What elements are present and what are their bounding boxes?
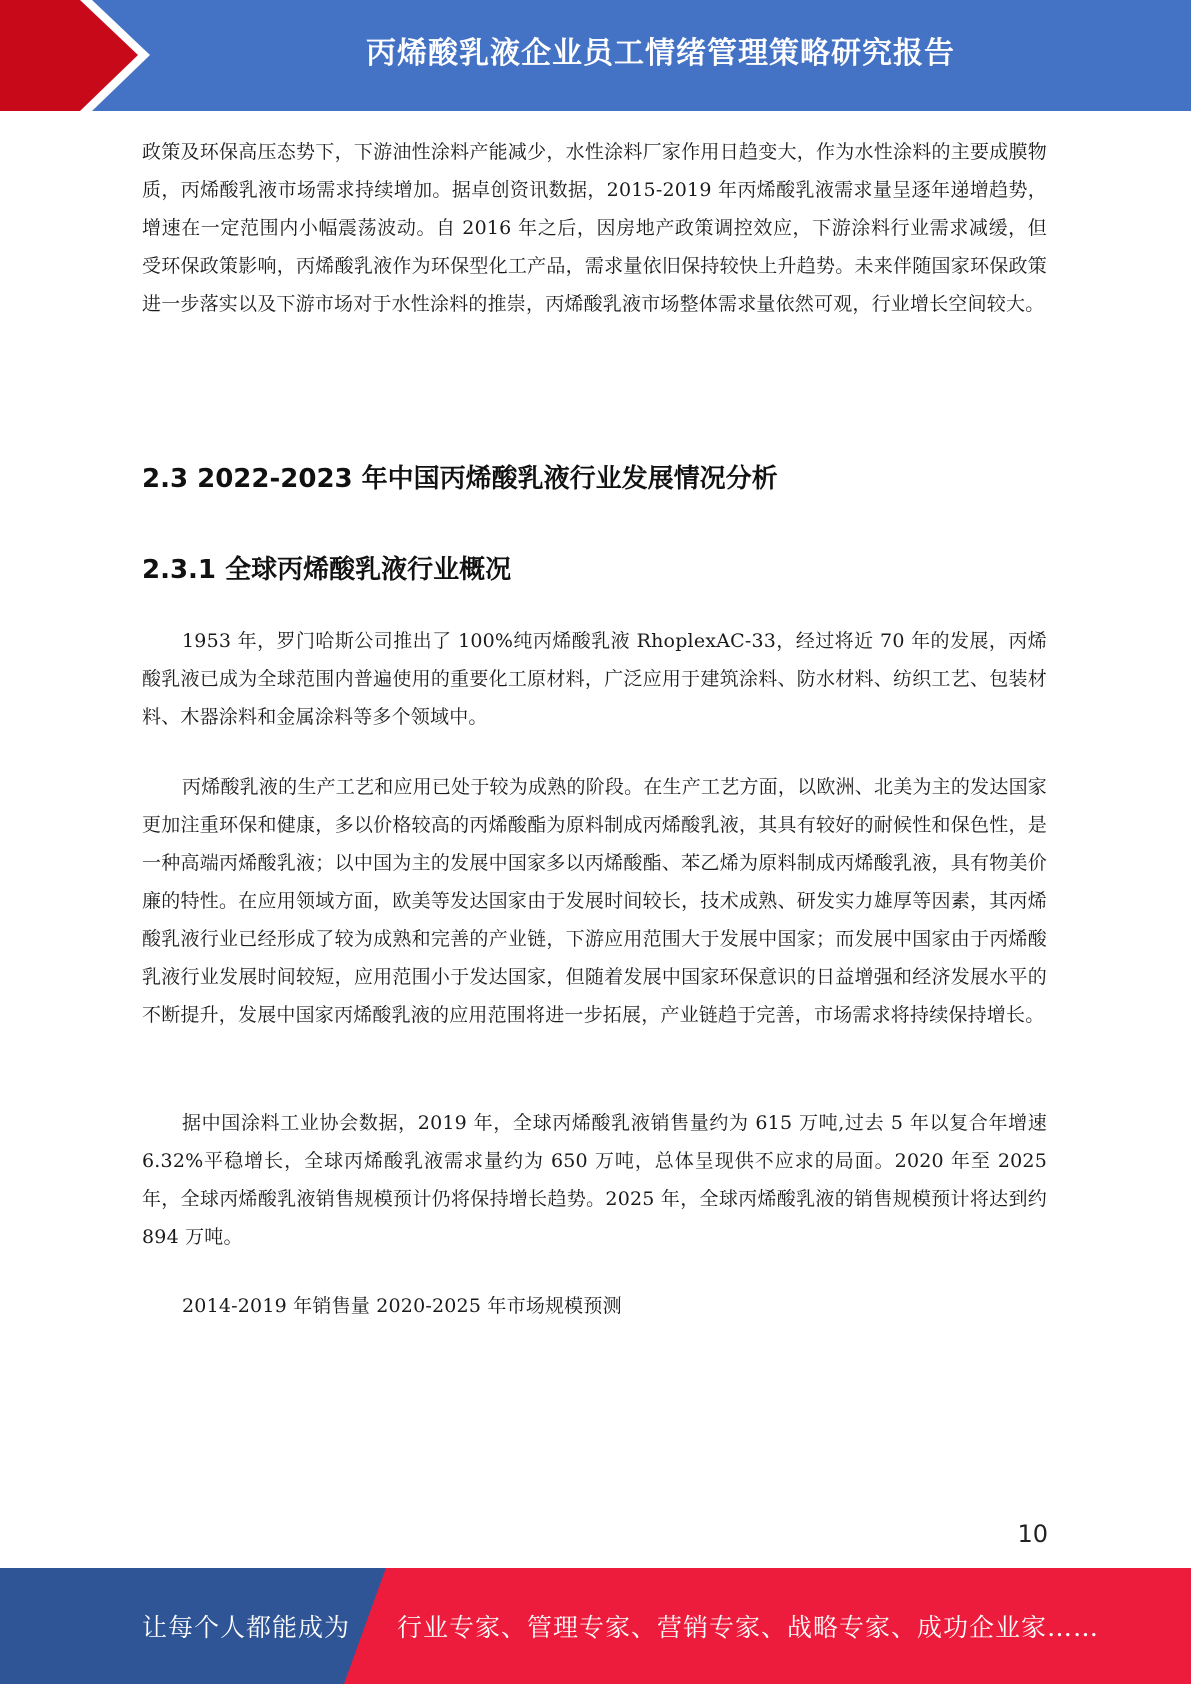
page-number: 10: [1017, 1520, 1048, 1548]
header-arrow-decoration: [0, 0, 160, 111]
section-heading-2-3: 2.3 2022-2023 年中国丙烯酸乳液行业发展情况分析: [142, 464, 778, 494]
body-section-5: [142, 1287, 1047, 1325]
footer-slogan-left: 让每个人都能成为: [142, 1613, 351, 1642]
figure-caption: 2014-2019 年销售量 2020-2025 年市场规模预测: [182, 1295, 622, 1317]
paragraph-market-data: 据中国涂料工业协会数据，2019 年，全球丙烯酸乳液销售量约为 615 万吨,过去 5 年以复合年增速 6.32%平稳增长，全球丙烯酸乳液需求量约为 650 万吨，总体呈现供不应求的局面。2020 年至 2025 年，全球丙烯酸乳液销售规模预计仍将保持增长趋势。2025 年，全球丙烯酸乳液的销售规模预计将达到约 894 万吨。: [142, 1112, 1047, 1248]
footer-slogan-right: 行业专家、管理专家、营销专家、战略专家、成功企业家……: [397, 1613, 1100, 1642]
body-section-3: [142, 768, 1047, 1034]
body-section-1: [142, 133, 1047, 323]
report-title: 丙烯酸乳液企业员工情绪管理策略研究报告: [366, 36, 955, 71]
section-heading-2-3-1: 2.3.1 全球丙烯酸乳液行业概况: [142, 555, 512, 585]
footer-band: [0, 1568, 1191, 1684]
paragraph-history: 1953 年，罗门哈斯公司推出了 100%纯丙烯酸乳液 RhoplexAC-33，经过将近 70 年的发展，丙烯酸乳液已成为全球范围内普遍使用的重要化工原材料，广泛应用于建筑涂料、防水材料、纺织工艺、包装材料、木器涂料和金属涂料等多个领域中。: [142, 630, 1047, 728]
body-section-4: [142, 1104, 1047, 1256]
body-section-2: [142, 622, 1047, 736]
paragraph-policy: 政策及环保高压态势下，下游油性涂料产能减少，水性涂料厂家作用日趋变大，作为水性涂料的主要成膜物质，丙烯酸乳液市场需求持续增加。据卓创资讯数据，2015-2019 年丙烯酸乳液需求量呈逐年递增趋势，增速在一定范围内小幅震荡波动。自 2016 年之后，因房地产政策调控效应，下游涂料行业需求减缓，但受环保政策影响，丙烯酸乳液作为环保型化工产品，需求量依旧保持较快上升趋势。未来伴随国家环保政策进一步落实以及下游市场对于水性涂料的推崇，丙烯酸乳液市场整体需求量依然可观，行业增长空间较大。: [142, 141, 1047, 315]
header-band: [0, 0, 1191, 111]
paragraph-process: 丙烯酸乳液的生产工艺和应用已处于较为成熟的阶段。在生产工艺方面，以欧洲、北美为主的发达国家更加注重环保和健康，多以价格较高的丙烯酸酯为原料制成丙烯酸乳液，其具有较好的耐候性和保色性，是一种高端丙烯酸乳液；以中国为主的发展中国家多以丙烯酸酯、苯乙烯为原料制成丙烯酸乳液，具有物美价廉的特性。在应用领域方面，欧美等发达国家由于发展时间较长，技术成熟、研发实力雄厚等因素，其丙烯酸乳液行业已经形成了较为成熟和完善的产业链，下游应用范围大于发展中国家；而发展中国家由于丙烯酸乳液行业发展时间较短，应用范围小于发达国家，但随着发展中国家环保意识的日益增强和经济发展水平的不断提升，发展中国家丙烯酸乳液的应用范围将进一步拓展，产业链趋于完善，市场需求将持续保持增长。: [142, 776, 1047, 1026]
